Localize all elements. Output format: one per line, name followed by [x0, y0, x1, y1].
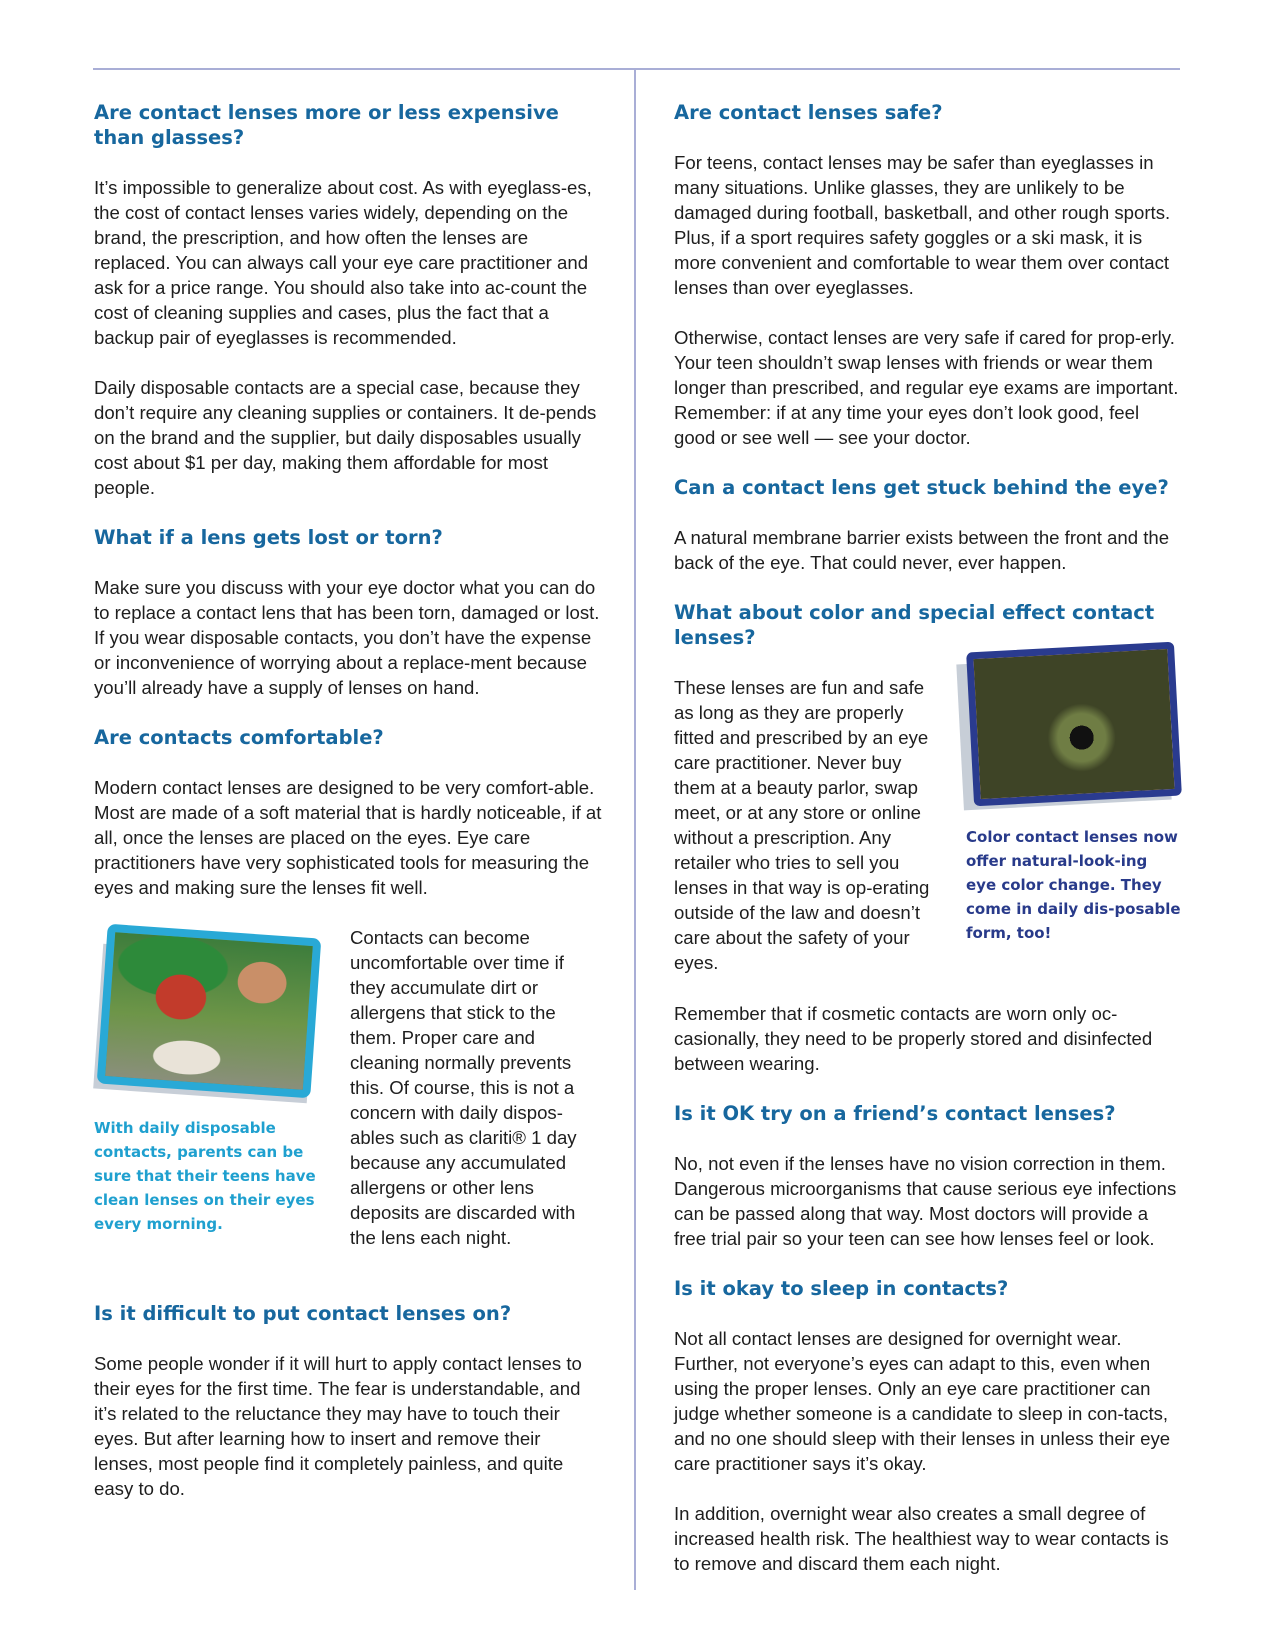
heading-lost: What if a lens gets lost or torn?: [94, 526, 443, 549]
right-column: [674, 100, 1182, 1601]
eye-closeup-photo: [966, 645, 1182, 811]
heading-stuck: Can a contact lens get stuck behind the eye?: [674, 476, 1169, 499]
heading-safe: Are contact lenses safe?: [674, 101, 943, 124]
paragraph-comfort-2: Contacts can become uncomfortable over time if they accumulate dirt or allergens that stick to the them. Proper care and cleaning normally prevents this. Of course, this is not a concern with daily dispos-ables such as clariti® 1 day because any accumulated allergens or other lens deposits are discarded with the lens each night.: [350, 927, 577, 1248]
paragraph-color-2: Remember that if cosmetic contacts are worn only oc-casionally, they need to be properly stored and disinfected between wearing.: [674, 1003, 1153, 1074]
heading-difficult: Is it difficult to put contact lenses on?: [94, 1302, 512, 1325]
comfort-photo-section: [94, 925, 602, 1276]
heading-cost: Are contact lenses more or less expensive than glasses?: [94, 101, 559, 149]
family-reading-photo: [94, 925, 324, 1102]
paragraph-sleep-1: Not all contact lenses are designed for overnight wear. Further, not everyone’s eyes can adapt to this, even when using the proper lenses. Only an eye care practitioner can judge whether someone is a candidate to sleep in con-tacts, and no one should sleep with their lenses in unless their eye care practitioner says it’s okay.: [674, 1328, 1171, 1474]
heading-color: What about color and special effect contact lenses?: [674, 601, 1155, 649]
family-photo-caption: With daily disposable contacts, parents can be sure that their teens have clean lenses on their eyes every morning.: [94, 1119, 316, 1233]
paragraph-stuck: A natural membrane barrier exists between the front and the back of the eye. That could never, ever happen.: [674, 527, 1170, 573]
column-divider: [634, 70, 636, 1590]
heading-comfort: Are contacts comfortable?: [94, 726, 384, 749]
heading-sleep: Is it okay to sleep in contacts?: [674, 1277, 1009, 1300]
paragraph-cost-1: It’s impossible to generalize about cost. As with eyeglass-es, the cost of contact lenses varies widely, depending on the brand, the prescription, and how often the lenses are replaced. You can always call your eye care practitioner and ask for a price range. You should also take into ac-count the cost of cleaning supplies and cases, plus the fact that a backup pair of eyeglasses is recommended.: [94, 177, 592, 348]
paragraph-color: These lenses are fun and safe as long as they are properly fitted and prescribed by an eye care practitioner. Never buy them at a beauty parlor, swap meet, or at any store or online without a prescription. Any retailer who tries to sell you lenses in that way is op-erating outside of the law and doesn’t care about the safety of your eyes.: [674, 677, 930, 973]
paragraph-comfort: Modern contact lenses are designed to be very comfort-able. Most are made of a soft material that is hardly noticeable, if at all, once the lenses are placed on the eyes. Eye care practitioners have very sophisticated tools for measuring the eyes and making sure the lenses fit well.: [94, 777, 602, 898]
eye-photo-caption: Color contact lenses now offer natural-look-ing eye color change. They come in daily dis-posable form, too!: [966, 828, 1181, 942]
top-divider: [93, 68, 1180, 70]
paragraph-lost: Make sure you discuss with your eye doctor what you can do to replace a contact lens that has been torn, damaged or lost. If you wear disposable contacts, you don’t have the expense or inconvenience of worrying about a replace-ment because you’ll already have a supply of lenses on hand.: [94, 577, 600, 698]
left-column: [94, 100, 602, 1526]
color-lens-section: [674, 675, 1182, 976]
heading-friend: Is it OK try on a friend’s contact lenses?: [674, 1102, 1116, 1125]
paragraph-cost-2: Daily disposable contacts are a special case, because they don’t require any cleaning supplies or containers. It de-pends on the brand and the supplier, but daily disposables usually cost about $1 per day, making them affordable for most people.: [94, 377, 597, 498]
paragraph-safe-2: Otherwise, contact lenses are very safe if cared for prop-erly. Your teen shouldn’t swap lenses with friends or wear them longer than prescribed, and regular eye exams are important. Remember: if at any time your eyes don’t look good, feel good or see well — see your doctor.: [674, 327, 1179, 448]
paragraph-friend: No, not even if the lenses have no vision correction in them. Dangerous microorganisms that cause serious eye infections can be passed along that way. Most doctors will provide a free trial pair so your teen can see how lenses feel or look.: [674, 1153, 1177, 1249]
paragraph-sleep-2: In addition, overnight wear also creates a small degree of increased health risk. The healthiest way to wear contacts is to remove and discard them each night.: [674, 1503, 1169, 1574]
paragraph-difficult: Some people wonder if it will hurt to apply contact lenses to their eyes for the first time. The fear is understandable, and it’s related to the reluctance they may have to touch their eyes. But after learning how to insert and remove their lenses, most people find it completely painless, and quite easy to do.: [94, 1353, 582, 1499]
paragraph-safe-1: For teens, contact lenses may be safer than eyeglasses in many situations. Unlike glasses, they are unlikely to be damaged during football, basketball, and other rough sports. Plus, if a sport requires safety goggles or a ski mask, it is more convenient and comfortable to wear them over contact lenses than over eyeglasses.: [674, 152, 1171, 298]
